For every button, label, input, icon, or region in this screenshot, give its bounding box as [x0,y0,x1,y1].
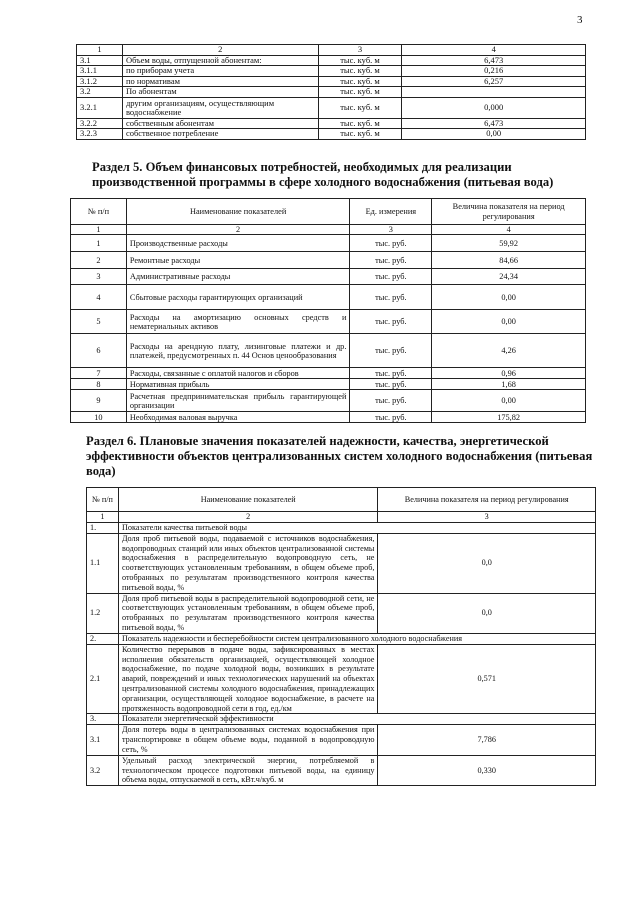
row-name: Удельный расход электрической энергии, потребляемой в технологическом процессе подготовки питьевой воды, на единицу объема воды, отпускаемой в сеть, кВт.ч/куб. м [118,755,377,785]
row-value: 0,00 [402,129,586,140]
row-name: по приборам учета [122,66,318,77]
table-row [71,252,586,269]
row-value: 0,330 [378,755,596,785]
row-number: 2 [71,252,127,269]
table-row [77,55,586,66]
col-number: 3 [350,225,432,235]
row-number: 3.1.2 [77,76,123,87]
column-header: Величина показателя на период регулирования [378,488,596,512]
row-value: 0,571 [378,644,596,714]
group-number: 1. [87,522,119,533]
row-unit: тыс. руб. [350,269,432,285]
row-unit: тыс. куб. м [318,76,402,87]
row-value: 24,34 [432,269,586,285]
column-number-row [87,512,596,523]
section-5-title: Раздел 5. Объем финансовых потребностей, необходимых для реализации производственной программы в сфере холодного водоснабжения (питьевая вода) [92,160,554,189]
row-unit: тыс. руб. [350,368,432,379]
row-value: 0,00 [432,285,586,310]
table-row [71,368,586,379]
col-number: 2 [122,45,318,56]
row-value: 6,473 [402,118,586,129]
row-name: Доля проб питьевой воды, подаваемой с источников водоснабжения, водопроводных станций или иных объектов централизованной системы водоснабжения в распределительную водопроводную сеть, не соответствующих установленным требованиям, в общем объеме проб, отобранных по результатам производственного контроля качества питьевой воды, % [118,533,377,593]
row-unit: тыс. руб. [350,310,432,334]
row-value: 0,0 [378,593,596,633]
row-number: 3.1 [77,55,123,66]
col-number: 2 [118,512,377,523]
row-name: Расходы, связанные с оплатой налогов и сборов [126,368,350,379]
row-name: Расходы на арендную плату, лизинговые платежи и др. платежей, предусмотренных п. 44 Основ ценообразования [126,334,350,368]
row-number: 3.2 [77,87,123,98]
table-row [87,533,596,593]
section-6-title: Раздел 6. Плановые значения показателей надежности, качества, энергетической эффективности объектов централизованных систем холодного водоснабжения (питьевая вода) [86,434,593,478]
column-header: № п/п [71,199,127,225]
row-value: 0,000 [402,97,586,118]
row-number: 3.1 [87,725,119,755]
row-unit: тыс. руб. [350,235,432,252]
table-row [71,334,586,368]
row-name: другим организациям, осуществляющим водоснабжение [122,97,318,118]
table-row [77,66,586,77]
column-number-row [71,225,586,235]
row-value: 4,26 [432,334,586,368]
row-unit: тыс. куб. м [318,55,402,66]
row-name: Производственные расходы [126,235,350,252]
row-name: Сбытовые расходы гарантирующих организаций [126,285,350,310]
row-unit: тыс. руб. [350,412,432,423]
row-name: Административные расходы [126,269,350,285]
table-row [77,129,586,140]
row-number: 9 [71,390,127,412]
row-number: 1 [71,235,127,252]
table-header-row [87,488,596,512]
col-number: 4 [402,45,586,56]
row-number: 1.1 [87,533,119,593]
table-row [77,118,586,129]
row-unit: тыс. куб. м [318,66,402,77]
row-value: 0,216 [402,66,586,77]
table-row [77,97,586,118]
column-header: Наименование показателей [118,488,377,512]
table-row [71,379,586,390]
row-number: 3.2.2 [77,118,123,129]
group-number: 2. [87,633,119,644]
row-number: 3 [71,269,127,285]
row-value: 0,00 [432,310,586,334]
row-value: 0,0 [378,533,596,593]
page-number: 3 [577,14,583,26]
row-number: 3.2 [87,755,119,785]
row-value: 6,473 [402,55,586,66]
row-number: 6 [71,334,127,368]
row-number: 3.1.1 [77,66,123,77]
table-row [71,412,586,423]
indicators-table-body [87,488,596,786]
table-row [77,87,586,98]
row-unit: тыс. куб. м [318,87,402,98]
table-header-row [77,45,586,56]
row-name: По абонентам [122,87,318,98]
row-name: Доля потерь воды в централизованных системах водоснабжения при транспортировке в общем объеме воды, поданной в водопроводную сеть, % [118,725,377,755]
row-name: Расходы на амортизацию основных средств и нематериальных активов [126,310,350,334]
row-name: Доля проб питьевой воды в распределительной водопроводной сети, не соответствующих установленным требованиям, в общем объеме проб, отобранных по результатам производственного контроля качества питьевой воды, % [118,593,377,633]
row-name: собственным абонентам [122,118,318,129]
table-row [87,725,596,755]
row-unit: тыс. куб. м [318,97,402,118]
row-name: собственное потребление [122,129,318,140]
water-volume-table-body [77,45,586,140]
row-number: 3.2.1 [77,97,123,118]
table-row [87,644,596,714]
row-unit: тыс. руб. [350,285,432,310]
column-header: Наименование показателей [126,199,350,225]
row-number: 7 [71,368,127,379]
table-row [71,390,586,412]
col-number: 4 [432,225,586,235]
col-number: 3 [378,512,596,523]
row-name: Необходимая валовая выручка [126,412,350,423]
group-number: 3. [87,714,119,725]
col-number: 2 [126,225,350,235]
row-value: 6,257 [402,76,586,87]
row-number: 5 [71,310,127,334]
group-row [87,522,596,533]
row-name: Расчетная предпринимательская прибыль гарантирующей организации [126,390,350,412]
row-unit: тыс. куб. м [318,118,402,129]
col-number: 1 [71,225,127,235]
row-number: 4 [71,285,127,310]
row-value: 84,66 [432,252,586,269]
group-title: Показатели качества питьевой воды [118,522,595,533]
financial-needs-table [70,198,586,423]
row-number: 1.2 [87,593,119,633]
row-unit: тыс. руб. [350,252,432,269]
table-row [77,76,586,87]
group-row [87,714,596,725]
col-number: 1 [77,45,123,56]
row-name: Ремонтные расходы [126,252,350,269]
water-volume-table [76,44,586,140]
table-row [71,235,586,252]
row-name: Количество перерывов в подаче воды, зафиксированных в местах исполнения обязательств организацией, осуществляющей холодное водоснабжение, по подаче холодной воды, возникших в результате аварий, повреждений и иных технологических нарушений на объектах централизованной системы холодного водоснабжения, принадлежащих организации, осуществляющей холодное водоснабжение, в расчете на протяженность водопроводной сети в год, ед./км [118,644,377,714]
table-row [87,755,596,785]
financial-needs-table-body [71,199,586,423]
column-header: № п/п [87,488,119,512]
column-header: Ед. измерения [350,199,432,225]
row-number: 8 [71,379,127,390]
table-row [71,285,586,310]
table-header-row [71,199,586,225]
table-row [87,593,596,633]
group-title: Показатель надежности и бесперебойности систем централизованного холодного водоснабжения [118,633,595,644]
row-name: Объем воды, отпущенной абонентам: [122,55,318,66]
row-number: 10 [71,412,127,423]
row-value: 1,68 [432,379,586,390]
column-header: Величина показателя на период регулирования [432,199,586,225]
row-value [402,87,586,98]
row-name: по нормативам [122,76,318,87]
row-unit: тыс. куб. м [318,129,402,140]
row-name: Нормативная прибыль [126,379,350,390]
group-row [87,633,596,644]
row-value: 59,92 [432,235,586,252]
col-number: 3 [318,45,402,56]
row-value: 7,786 [378,725,596,755]
row-unit: тыс. руб. [350,334,432,368]
row-unit: тыс. руб. [350,379,432,390]
row-value: 0,96 [432,368,586,379]
row-value: 0,00 [432,390,586,412]
table-row [71,269,586,285]
row-number: 2.1 [87,644,119,714]
table-row [71,310,586,334]
row-unit: тыс. руб. [350,390,432,412]
indicators-table [86,487,596,786]
group-title: Показатели энергетической эффективности [118,714,595,725]
row-value: 175,82 [432,412,586,423]
row-number: 3.2.3 [77,129,123,140]
col-number: 1 [87,512,119,523]
